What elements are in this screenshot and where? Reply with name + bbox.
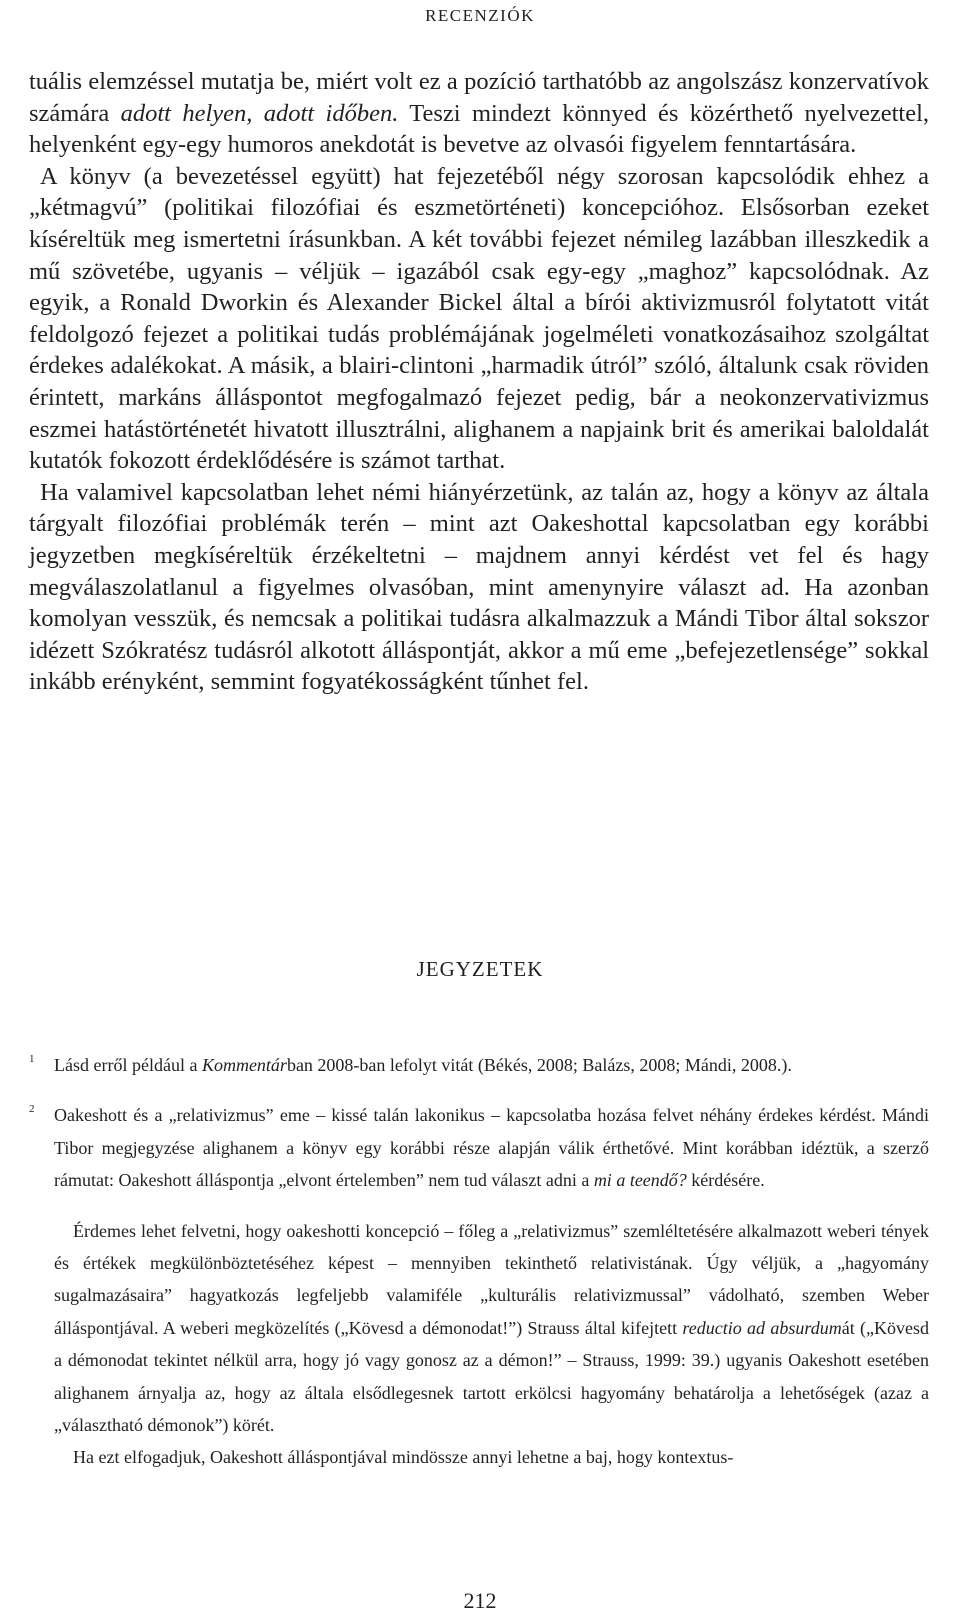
footnote-2-number: 2 [29,1103,35,1116]
footnote-1-italic: Kommentár [201,1055,287,1075]
main-text [29,66,929,698]
footnote-2-italic: mi a teendő? [593,1170,687,1191]
footnote-2-p2-text-a: Érdemes lehet felvetni, hogy oakeshotti koncepció – főleg a „relativizmus” szemléltetésére alkalmazott weberi tények és értékek megkülönböztetéséhez képest – mennyiben tekinthető relativistának. Úgy véljük, a „hagyomány sugalmazásaira” hagyatkozás legfeljebb valamiféle „kulturális relativizmussal” vádolható, szemben Weber álláspontjával. A weberi megközelítés („Kövesd a démonodat!”) Strauss által kifejtett [54,1220,929,1338]
paragraph-1-text-a: tuális elemzéssel mutatja be, miért volt ez a pozíció tarthatóbb az angolszász konzervatívok számára [29,68,929,127]
page-number: 212 [463,1588,497,1613]
footnote-2-p2-italic: reductio ad absurdum [682,1317,842,1338]
paragraph-1-text-b: Teszi mindezt könnyed és közérthető nyelvezettel, helyenként egy-egy humoros anekdotát is bevetve az olvasói figyelem fenntartására. [29,99,930,159]
footnote-1-text [54,1049,929,1081]
footnote-1-number: 1 [29,1053,35,1065]
notes-heading: JEGYZETEK [416,957,544,981]
paragraph-1-italic: adott helyen, adott időben. [120,99,399,127]
footnote-1-text-b: ban 2008-ban lefolyt vitát (Békés, 2008; Balázs, 2008; Mándi, 2008.). [286,1055,792,1075]
paragraph-3: Ha valamivel kapcsolatban lehet némi hiányérzetünk, az talán az, hogy a könyv az általa tárgyalt filozófiai problémák terén – mint azt Oakeshottal kapcsolatban egy korábbi jegyzetben megkíséreltük érzékeltetni – majdnem annyi kérdést vet fel és hagy megválaszolatlanul a figyelmes olvasóban, mint amenynyire választ ad. Ha azonban komolyan vesszük, és nemcsak a politikai tudásra alkalmazzuk a Mándi Tibor által sokszor idézett Szókratész tudásról alkotott álláspontját, akkor a mű eme „befejezetlensége” sokkal inkább erényként, semmint fogyatékosságként tűnhet fel. [29,478,929,696]
footnote-1 [29,1049,929,1081]
running-head: RECENZIÓK [425,6,535,25]
footnote-2-text-b: kérdésére. [686,1170,765,1191]
footnote-2-paragraph-2 [54,1215,929,1442]
paragraph-2: A könyv (a bevezetéssel együtt) hat fejezetéből négy szorosan kapcsolódik ehhez a „kétmagvú” (politikai filozófiai és eszmetörténeti) koncepcióhoz. Elsősorban ezeket kíséreltük meg ismertetni írásunkban. A két további fejezet némileg lazábban illeszkedik a mű szövetébe, ugyanis – véljük – igazából csak egy-egy „maghoz” kapcsolódnak. Az egyik, a Ronald Dworkin és Alexander Bickel által a bírói aktivizmusról folytatott vitát feldolgozó fejezet a politikai tudás problémájának jogelméleti vonatkozásaihoz szolgáltat érdekes adalékokat. A másik, a blairi-clintoni „harmadik útról” szóló, általunk csak röviden érintett, markáns álláspontot megfogalmazó fejezet pedig, bár a neokonzervativizmus eszmei hatástörténetét hivatott illusztrálni, alighanem a napjaink brit és amerikai baloldalát kutatók fokozott érdeklődésére is számot tarthat. [29,162,929,475]
notes-section [29,1031,929,1478]
footnote-2-paragraph-3: Ha ezt elfogadjuk, Oakeshott álláspontjával mindössze annyi lehetne a baj, hogy kontextus- [73,1447,734,1468]
footnote-2-p2-text-b: át („Kövesd a démonodat tekintet nélkül arra, hogy jó vagy gonosz az a démon!” – Strauss, 1999: 39.) ugyanis Oakeshott esetében alighanem árnyalja az, hogy az általa elsődlegesnek tartott erkölcsi hagyomány behatárolja a lehetőségek (azaz a „választható démonok”) körét. [54,1317,929,1436]
footnote-2-paragraph-1 [54,1099,929,1196]
footnote-2 [29,1099,929,1473]
footnote-2-text-a: Oakeshott és a „relativizmus” eme – kissé talán lakonikus – kapcsolatba hozása felvet néhány érdekes kérdést. Mándi Tibor megjegyzése alighanem a könyv egy korábbi része alapján válik érthetővé. Mint korábban idéztük, a szerző rámutat: Oakeshott álláspontja „elvont értelemben” nem tud választ adni a [54,1105,929,1191]
paragraph-1 [29,66,929,161]
footnote-1-text-a: Lásd erről például a [54,1055,202,1075]
